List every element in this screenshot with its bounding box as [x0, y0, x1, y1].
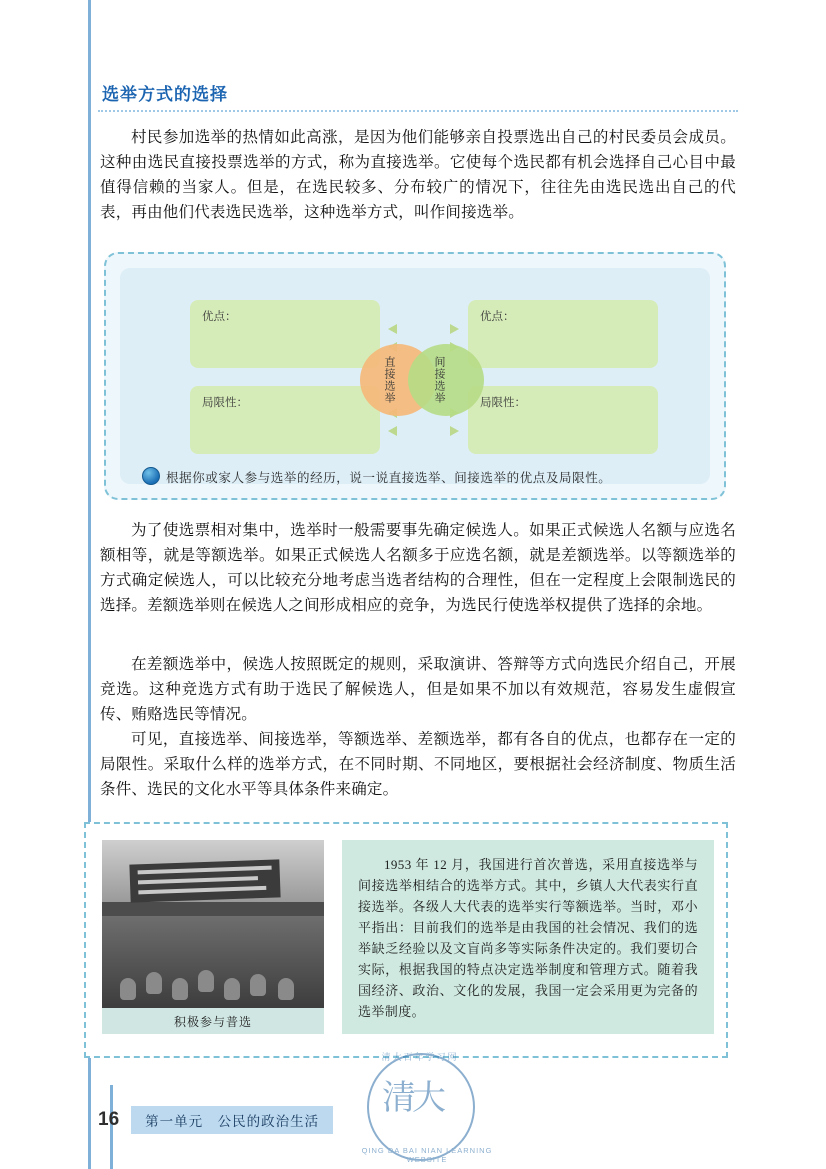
venn-diagram	[360, 344, 484, 416]
card-label: 优点：	[480, 311, 515, 323]
photo-figure	[120, 978, 136, 1000]
photo-caption: 积极参与普选	[102, 1008, 324, 1034]
arrow-left-icon	[388, 324, 397, 334]
watermark-center-text: 清大	[382, 1080, 442, 1117]
page-title: 选举方式的选择	[102, 85, 228, 104]
paragraph-4: 可见，直接选举、间接选举，等额选举、差额选举，都有各自的优点，也都存在一定的局限性。采取什么样的选举方式，在不同时期、不同地区，要根据社会经济制度、物质生活条件、选民的文化水平等具体条件来确定。	[100, 731, 736, 798]
venn-left-label: 直接选举	[383, 356, 395, 404]
photo-banner	[129, 859, 280, 902]
card-label: 局限性：	[480, 397, 526, 409]
page-number: 16	[98, 1109, 120, 1130]
arrow-right-icon	[450, 426, 459, 436]
activity-inner-panel	[120, 268, 710, 484]
history-text-panel	[342, 840, 714, 1034]
history-text: 1953 年 12 月，我国进行首次普选，采用直接选举与间接选举相结合的选举方式。其中，乡镇人大代表实行直接选举。各级人大代表的选举实行等额选举。当时，邓小平指出：目前我们的选举是由我国的社会情况、我们的选举缺乏经验以及文盲尚多等实际条件决定的。我们要切合实际，根据我国的特点决定选举制度和管理方式。随着我国经济、政治、文化的发展，我国一定会采用更为完备的选举制度。	[358, 857, 698, 1019]
globe-icon	[142, 467, 160, 485]
section-header	[98, 80, 738, 112]
photo-figure	[224, 978, 240, 1000]
activity-instruction: 根据你或家人参与选举的经历，说一说直接选举、间接选举的优点及局限性。	[166, 471, 612, 485]
photo-figure	[250, 974, 266, 996]
card-direct-advantages	[190, 300, 380, 368]
history-box	[84, 822, 728, 1058]
watermark-top-text: 清大百年学习网	[381, 1052, 459, 1062]
watermark-bottom-text: QING DA BAI NIAN LEARNING WEBSITE	[361, 1146, 493, 1164]
arrow-left-icon	[388, 426, 397, 436]
card-indirect-limits	[468, 386, 658, 454]
venn-right-label: 间接选举	[433, 356, 445, 404]
photo-figure	[146, 972, 162, 994]
activity-box	[104, 252, 726, 500]
paragraph-2: 为了使选票相对集中，选举时一般需要事先确定候选人。如果正式候选人名额与应选名额相等，就是等额选举。如果正式候选人名额多于应选名额，就是差额选举。以等额选举的方式确定候选人，可以比较充分地考虑当选者结构的合理性，但在一定程度上会限制选民的选择。差额选举则在候选人之间形成相应的竞争，为选民行使选举权提供了选择的余地。	[100, 522, 736, 614]
photo-figure	[278, 978, 294, 1000]
historical-photo	[102, 840, 324, 1034]
photo-figure	[172, 978, 188, 1000]
arrow-right-icon	[450, 324, 459, 334]
photo-figure	[198, 970, 214, 992]
paragraph-3: 在差额选举中，候选人按照既定的规则，采取演讲、答辩等方式向选民介绍自己，开展竞选。这种竞选方式有助于选民了解候选人，但是如果不加以有效规范，容易发生虚假宣传、贿赂选民等情况。	[100, 656, 736, 723]
card-label: 优点：	[202, 311, 237, 323]
watermark	[352, 1048, 502, 1164]
card-indirect-advantages	[468, 300, 658, 368]
card-direct-limits	[190, 386, 380, 454]
venn-right-circle	[408, 344, 484, 416]
footer-unit-label: 第一单元 公民的政治生活	[131, 1106, 333, 1134]
header-divider	[98, 110, 738, 112]
card-label: 局限性：	[202, 397, 248, 409]
paragraph-1: 村民参加选举的热情如此高涨，是因为他们能够亲自投票选出自己的村民委员会成员。这种由选民直接投票选举的方式，称为直接选举。它使每个选民都有机会选择自己心目中最值得信赖的当家人。但是，在选民较多、分布较广的情况下，往往先由选民选出自己的代表，再由他们代表选民选举，这种选举方式，叫作间接选举。	[100, 129, 736, 221]
